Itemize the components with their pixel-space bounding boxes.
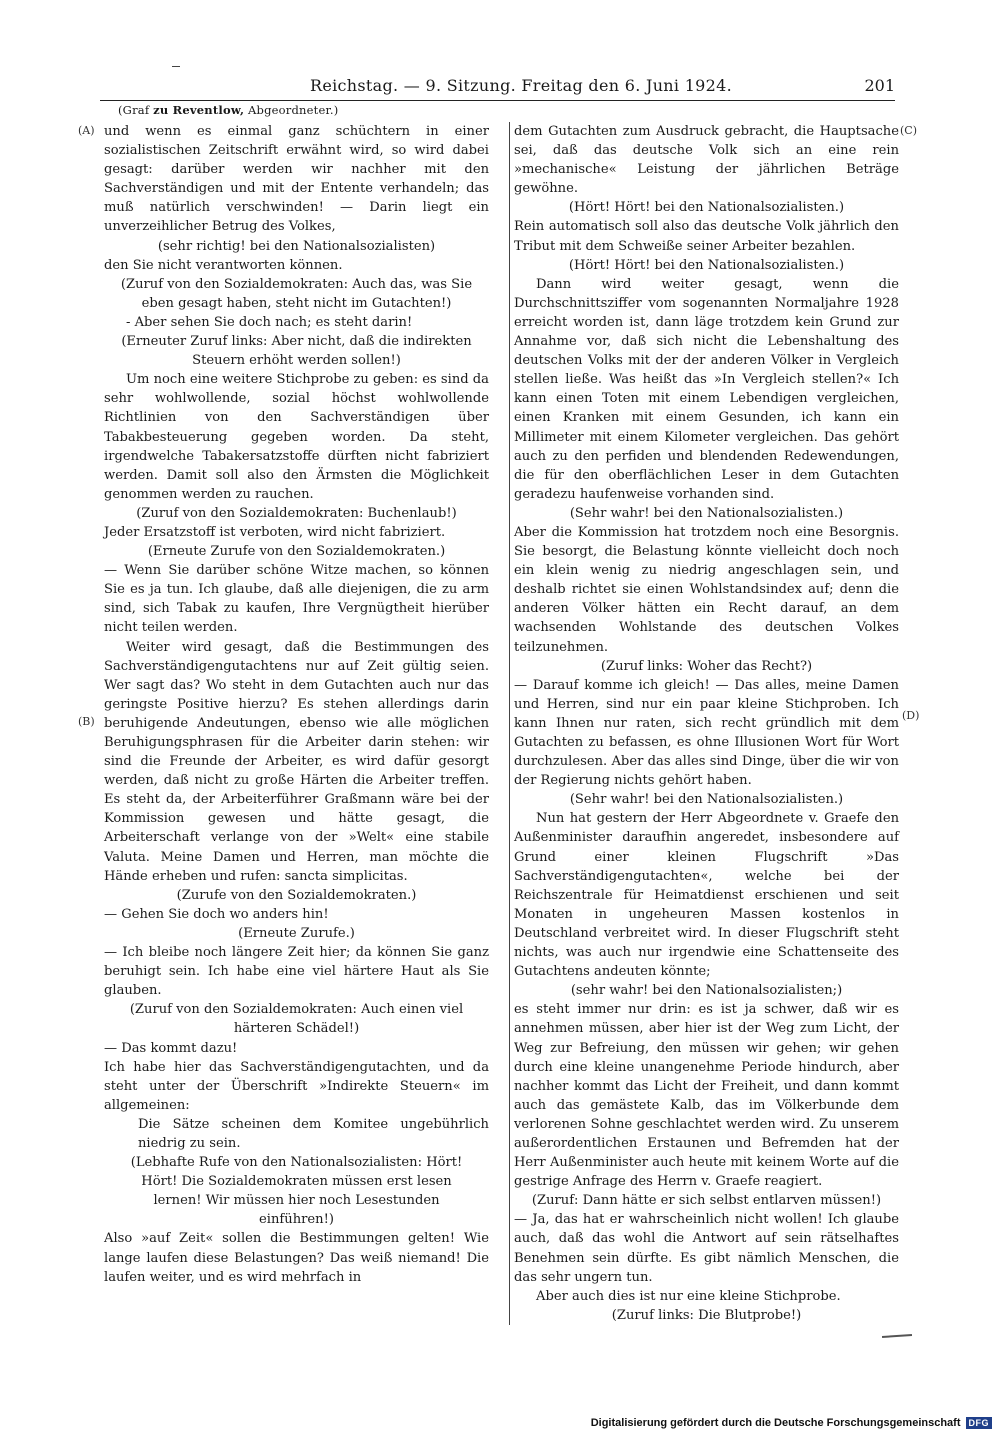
left-paragraph: den Sie nicht verantworten können. bbox=[104, 257, 343, 273]
speaker-prefix: (Graf bbox=[118, 103, 154, 117]
left-paragraph: (Lebhafte Rufe von den Nationalsozialisten: Hört! Hört! Die Sozialdemokraten müssen erst lesen lernen! Wir müssen hier noch Lesestunden einführen!) bbox=[130, 1155, 463, 1228]
left-paragraph: (Zuruf von den Sozialdemokraten: Buchenlaub!) bbox=[136, 505, 457, 521]
margin-mark-a: (A) bbox=[78, 124, 95, 137]
right-paragraph: Aber die Kommission hat trotzdem noch eine Besorgnis. Sie besorgt, die Belastung könnte vielleicht doch noch ein klein wenig zu niedrig angeschlagen sein, und deshalb richtet sie einen Wohlstandsindex auf; denn die anderen Völker hätten ein Recht darauf, an dem wachsenden Wohlstande des deutschen Volkes teilzunehmen. bbox=[514, 524, 899, 655]
left-paragraph: (sehr richtig! bei den Nationalsozialisten) bbox=[157, 238, 436, 254]
header-title: Reichstag. — 9. Sitzung. Freitag den 6. Juni 1924. bbox=[310, 76, 733, 95]
left-paragraph: — Gehen Sie doch wo anders hin! bbox=[104, 906, 329, 922]
left-paragraph: Ich habe hier das Sachverständigengutachten, und da steht unter der Überschrift »Indirekte Steuern« im allgemeinen: bbox=[104, 1059, 489, 1113]
left-paragraph: Also »auf Zeit« sollen die Bestimmungen gelten! Wie lange laufen diese Belastungen? Das weiß niemand! Die laufen weiter, und es wird mehrfach in bbox=[104, 1231, 489, 1285]
left-paragraph: (Erneuter Zuruf links: Aber nicht, daß die indirekten Steuern erhöht werden sollen!) bbox=[121, 334, 472, 369]
scan-smudge bbox=[882, 1334, 912, 1338]
right-paragraph: Aber auch dies ist nur eine kleine Stichprobe. bbox=[536, 1288, 841, 1304]
left-paragraph: (Erneute Zurufe von den Sozialdemokraten.) bbox=[147, 544, 446, 560]
dfg-logo: DFG bbox=[966, 1417, 993, 1429]
left-paragraph: (Zuruf von den Sozialdemokraten: Auch einen viel härteren Schädel!) bbox=[129, 1002, 464, 1037]
left-paragraph: — Ich bleibe noch längere Zeit hier; da können Sie ganz beruhigt sein. Ich habe eine viel härtere Haut als Sie glauben. bbox=[104, 945, 489, 999]
left-paragraph: und wenn es einmal ganz schüchtern in einer sozialistischen Zeitschrift erwähnt wird, so wird dabei gesagt: darüber werden wir nachher mit den Sachverständigen und mit der Entente verhandeln; das muß natürlich verschwinden! — Darin liegt ein unverzeihlicher Betrug des Volkes, bbox=[104, 124, 489, 235]
left-paragraph: (Zuruf von den Sozialdemokraten: Auch das, was Sie eben gesagt haben, steht nicht im Gutachten!) bbox=[120, 276, 473, 311]
speaker-name: zu Reventlow, bbox=[153, 103, 245, 117]
right-paragraph: (sehr wahr! bei den Nationalsozialisten;) bbox=[570, 983, 843, 999]
left-paragraph: - Aber sehen Sie doch nach; es steht darin! bbox=[126, 314, 413, 330]
right-paragraph: (Hört! Hört! bei den Nationalsozialisten.) bbox=[568, 257, 845, 273]
left-paragraph: Um noch eine weitere Stichprobe zu geben: es sind da sehr wohlwollende, sozial höchst wohlwollende Richtlinien von den Sachverständigen über Tabakbesteuerung gegeben worden. Da steht, irgendwelche Tabakersatzstoffe dürften nicht fabriziert werden. Damit soll also den Ärmsten die Möglichkeit genommen werden zu rauchen. bbox=[104, 372, 489, 502]
left-paragraph: (Erneute Zurufe.) bbox=[238, 925, 355, 941]
left-paragraph: — Wenn Sie darüber schöne Witze machen, so können Sie es ja tun. Ich glaube, daß alle diejenigen, die zu arm sind, sich Tabak zu kaufen, Ihre Vergnügtheit hierüber nicht teilen werden. bbox=[104, 563, 489, 636]
left-column bbox=[104, 122, 489, 1287]
right-paragraph: (Zuruf links: Woher das Recht?) bbox=[600, 658, 813, 674]
right-paragraph: — Darauf komme ich gleich! — Das alles, meine Damen und Herren, sind nur ein paar kleine Stichproben. Ich kann Ihnen nur raten, sich recht gründlich mit dem Gutachten zu befassen, es ohne Illusionen Wort für Wort durchzulesen. Aber das alles sind Dinge, über die wir von der Regierung nichts gehört haben. bbox=[514, 677, 899, 789]
page-header bbox=[100, 76, 895, 101]
right-paragraph: (Sehr wahr! bei den Nationalsozialisten.) bbox=[569, 792, 844, 808]
right-paragraph: (Sehr wahr! bei den Nationalsozialisten.) bbox=[569, 505, 844, 521]
speaker-role: Abgeordneter.) bbox=[244, 103, 339, 117]
right-paragraph: — Ja, das hat er wahrscheinlich nicht wollen! Ich glaube auch, daß das wohl die Antwort auf sein rätselhaftes Benehmen sein dürfte. Es gibt nämlich Menschen, die das sehr ungern tun. bbox=[514, 1212, 899, 1285]
left-paragraph: Weiter wird gesagt, daß die Bestimmungen des Sachverständigengutachtens nur auf Zeit gültig seien. Wer sagt das? Wo steht in dem Gutachten auch nur das geringste Positive hierzu? Es stehen allerdings darin beruhigende Andeutungen, ebenso wie alle möglichen Beruhigungsphrasen für die Arbeiter darin stehen: wir sind die Freunde der Arbeiter, es wird dafür gesorgt werden, daß nicht zu große Härten die Arbeiter treffen. Es steht da, der Arbeiterführer Graßmann wäre bei der Kommission gewesen und hätte gesagt, die Arbeiterschaft verlange von der »Welt« eine stabile Valuta. Meine Damen und Herren, man möchte die Hände erheben und rufen: sancta simplicitas. bbox=[104, 639, 489, 884]
speaker-line bbox=[118, 103, 338, 117]
right-column bbox=[509, 122, 899, 1325]
right-paragraph: Nun hat gestern der Herr Abgeordnete v. Graefe den Außenminister daraufhin angeredet, insbesondere auf Grund einer kleinen Flugschrift »Das Sachverständigengutachten«, welche bei der Reichszentrale für Heimatdienst erschienen und seit Monaten in ungeheuren Massen kostenlos in Deutschland verbreitet wird. In dieser Flugschrift steht nichts, was auch nur irgendwie eine Schattenseite des Gutachtens andeuten könnte; bbox=[514, 811, 899, 980]
right-paragraph: (Hört! Hört! bei den Nationalsozialisten.) bbox=[568, 200, 845, 216]
left-paragraph: (Zurufe von den Sozialdemokraten.) bbox=[176, 887, 417, 903]
margin-mark-b: (B) bbox=[78, 715, 95, 728]
scan-mark bbox=[172, 66, 180, 67]
right-paragraph: Dann wird weiter gesagt, wenn die Durchschnittsziffer vom sogenannten Normaljahre 1928 erreicht worden ist, dann läge trotzdem kein Grund zur Annahme vor, daß sich nicht die Lebenshaltung des deutschen Volks mit der der anderen Völker in Vergleich stellen ließe. Was heißt das »In Vergleich stellen?« Ich kann einen Toten mit einem Lebendigen vergleichen, einen Kranken mit einem Gesunden, ich kann ein Millimeter mit einem Kilometer vergleichen. Das gehört auch zu den perfiden und blendenden Redewendungen, die für den oberflächlichen Leser in dem Gutachten geradezu haufenweise vorhanden sind. bbox=[514, 276, 899, 502]
right-paragraph: Rein automatisch soll also das deutsche Volk jährlich den Tribut mit dem Schweiße seiner Arbeiter bezahlen. bbox=[514, 219, 899, 254]
right-paragraph: (Zuruf links: Die Blutprobe!) bbox=[611, 1307, 802, 1323]
margin-mark-c: (C) bbox=[900, 124, 917, 137]
margin-mark-d: (D) bbox=[902, 709, 920, 722]
page-number: 201 bbox=[864, 76, 895, 95]
right-paragraph: es steht immer nur drin: es ist ja schwer, daß wir es annehmen müssen, aber hier ist der Weg zum Licht, der Weg zur Befreiung, den müssen wir gehen; wir gehen durch eine kleine unangenehme Periode hindurch, aber nachher kommt das Licht der Freiheit, und dann kommt auch das gemästete Kalb, das im Völkerbunde dem verlorenen Sohne geschlachtet werden wird. Zu unserem außerordentlichen Erstaunen und Befremden hat der Herr Außenminister auch heute mit keinem Worte auf die gestrige Anfrage des Herrn v. Graefe reagiert. bbox=[514, 1002, 899, 1190]
footer-credit bbox=[591, 1417, 992, 1429]
left-paragraph: — Das kommt dazu! bbox=[104, 1040, 238, 1056]
right-paragraph: dem Gutachten zum Ausdruck gebracht, die Hauptsache sei, daß das deutsche Volk sich an eine rein »mechanische« Leistung der jährlichen Beträge gewöhne. bbox=[514, 124, 899, 197]
right-paragraph: (Zuruf: Dann hätte er sich selbst entlarven müssen!) bbox=[531, 1193, 882, 1209]
footer-text: Digitalisierung gefördert durch die Deutsche Forschungsgemeinschaft bbox=[590, 1417, 961, 1429]
left-paragraph: Jeder Ersatzstoff ist verboten, wird nicht fabriziert. bbox=[104, 524, 446, 540]
left-paragraph: Die Sätze scheinen dem Komitee ungebührlich niedrig zu sein. bbox=[138, 1116, 489, 1151]
